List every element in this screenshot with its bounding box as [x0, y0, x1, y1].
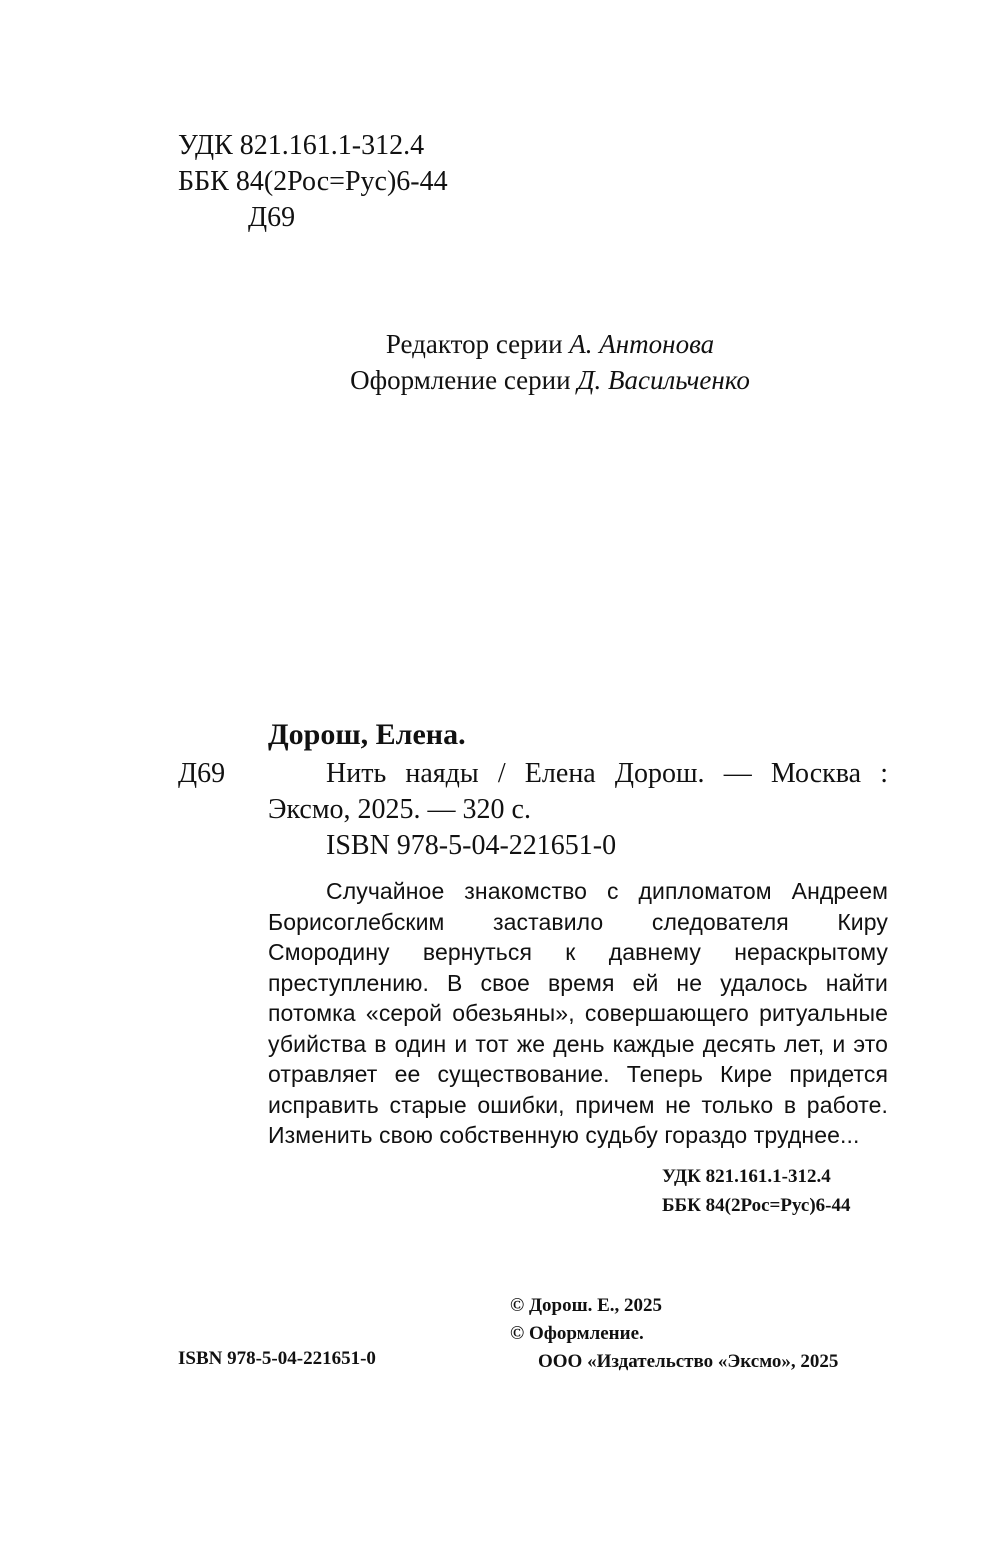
copyright-author: © Дорош. Е., 2025 [510, 1295, 663, 1316]
bottom-udk-code: УДК 821.161.1-312.4 [662, 1166, 831, 1187]
series-credits [330, 326, 770, 398]
author-sign: Д69 [248, 202, 296, 233]
author-heading: Дорош, Елена. [268, 718, 466, 751]
bottom-classification-block [662, 1162, 850, 1220]
copyright-block [510, 1292, 838, 1376]
isbn-bottom: ISBN 978-5-04-221651-0 [178, 1348, 376, 1369]
series-editor-line [330, 326, 770, 362]
bibliographic-author-sign: Д69 [178, 758, 226, 789]
series-design-name: Д. Васильченко [577, 365, 750, 395]
annotation-text: Случайное знакомство с дипломатом Андреем Борисоглебским заставило следователя Киру Смородину вернуться к давнему нераскрытому преступлению. В свое время ей не удалось найти потомка «серой обезьяны», совершающего ритуальные убийства в один и тот же день каждые десять лет, и это отравляет ее существование. Теперь Кире придется исправить старые ошибки, причем не только в работе. Изменить свою собственную судьбу гораздо труднее... [268, 878, 888, 1148]
copyright-publisher: ООО «Издательство «Эксмо», 2025 [538, 1351, 839, 1372]
udk-code: УДК 821.161.1-312.4 [178, 130, 425, 161]
bbk-code: ББК 84(2Рос=Рус)6-44 [178, 166, 448, 197]
series-editor-label: Редактор серии [385, 329, 570, 359]
title-statement: Нить наяды / Елена Дорош. — Москва : Эксмо, 2025. — 320 с. [268, 758, 888, 825]
copyright-design: © Оформление. [510, 1323, 644, 1344]
bibliographic-isbn: ISBN 978-5-04-221651-0 [326, 830, 617, 861]
top-classification-block [178, 128, 448, 236]
series-editor-name: А. Антонова [569, 329, 715, 359]
bottom-bbk-code: ББК 84(2Рос=Рус)6-44 [662, 1195, 851, 1216]
series-design-line [330, 362, 770, 398]
series-design-label: Оформление серии [350, 365, 578, 395]
